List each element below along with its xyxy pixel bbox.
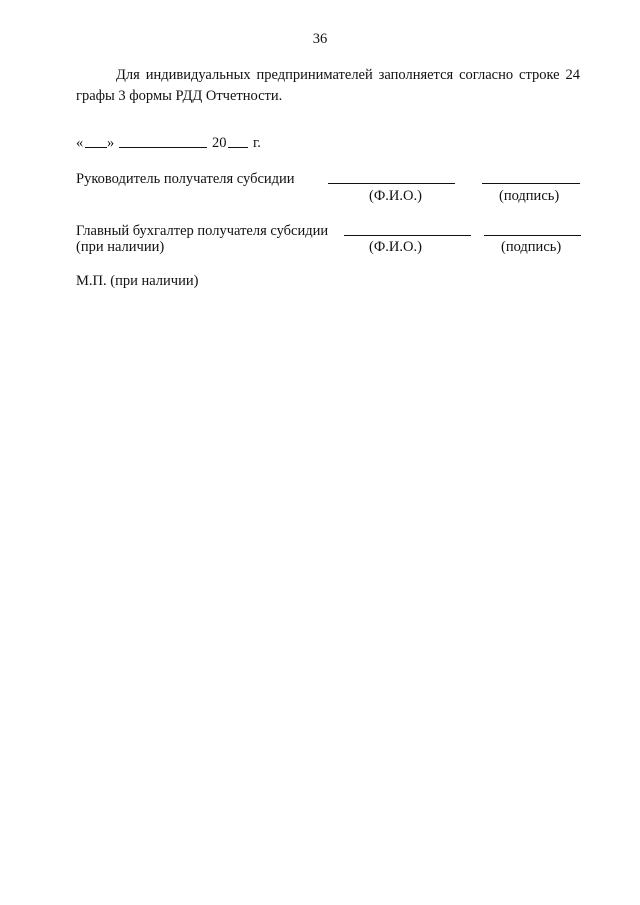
month-blank (119, 147, 207, 148)
accountant-signature-caption: (подпись) (501, 239, 562, 255)
head-name-caption: (Ф.И.О.) (369, 188, 422, 204)
note-paragraph (76, 65, 580, 107)
accountant-signature-line (484, 235, 581, 236)
accountant-name-caption: (Ф.И.О.) (369, 239, 422, 255)
head-label: Руководитель получателя субсидии (76, 171, 295, 187)
note-paragraph-line-2: графы 3 формы РДД Отчетности. (76, 88, 283, 104)
year-suffix: г. (253, 135, 261, 151)
head-signature-caption: (подпись) (499, 188, 560, 204)
head-signature-line (482, 183, 580, 184)
accountant-label-note: (при наличии) (76, 239, 165, 255)
year-blank (228, 147, 248, 148)
accountant-label: Главный бухгалтер получателя субсидии (76, 223, 329, 239)
stamp-note: М.П. (при наличии) (76, 273, 199, 289)
page-number: 36 (312, 31, 328, 47)
date-open-quote: « (76, 135, 84, 151)
year-prefix: 20 (212, 135, 227, 151)
day-blank (85, 147, 107, 148)
note-paragraph-line-1: Для индивидуальных предпринимателей заполняется согласно строке 24 (116, 67, 580, 83)
date-close-quote: » (107, 135, 115, 151)
accountant-name-line (344, 235, 471, 236)
head-name-line (328, 183, 455, 184)
